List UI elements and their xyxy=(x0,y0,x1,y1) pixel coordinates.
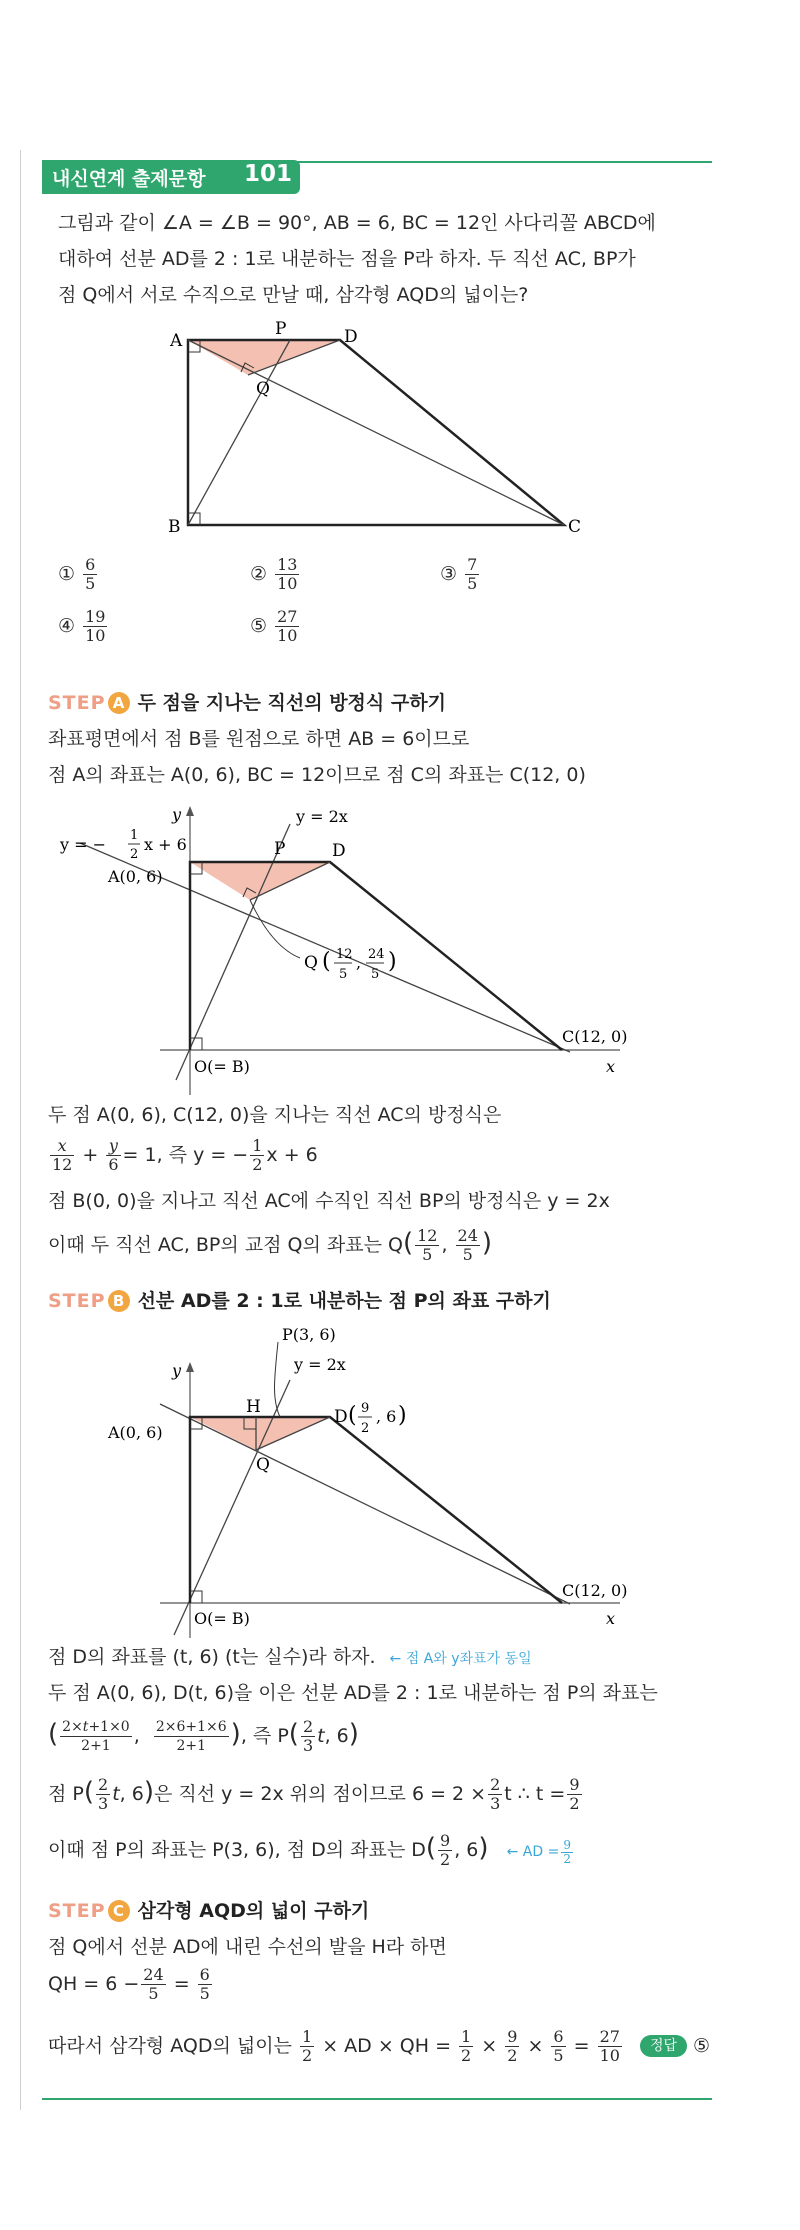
label-D: D xyxy=(344,327,358,347)
step-b-prefix: STEP xyxy=(48,1290,106,1312)
eq-AC-num: 1 xyxy=(130,828,139,843)
pointer-Q xyxy=(250,900,300,958)
label-Q: Q xyxy=(304,953,318,973)
q-x-den: 5 xyxy=(339,967,348,982)
problem-line-2: 대하여 선분 AD를 2 : 1로 내분하는 점을 P라 하자. 두 직선 AC, BP가 xyxy=(58,248,636,270)
bottom-rule xyxy=(42,2098,712,2100)
label-H: H xyxy=(246,1397,261,1417)
choice-5-mark: ⑤ xyxy=(250,615,268,637)
eq-AC-rest: x + 6 xyxy=(144,835,187,854)
step-b-line-1: 점 D의 좌표를 (t, 6) (t는 실수)라 하자. ← 점 A와 y좌표가 동일 xyxy=(48,1646,532,1668)
d-x-den: 2 xyxy=(361,1421,370,1436)
header-label: 내신연계 출제문항 xyxy=(52,168,206,190)
margin-rule xyxy=(20,150,21,2110)
label-C: C(12, 0) xyxy=(562,1581,628,1600)
eq-AC-den: 2 xyxy=(130,847,139,862)
step-a-line-3: 두 점 A(0, 6), C(12, 0)을 지나는 직선 AC의 방정식은 xyxy=(48,1104,502,1126)
eq-BP: y = 2x xyxy=(294,1355,346,1374)
label-D: D xyxy=(332,841,346,861)
note-same-y: ← 점 A와 y좌표가 동일 xyxy=(389,1651,532,1667)
label-O: O(= B) xyxy=(194,1609,250,1628)
label-A: A xyxy=(170,331,183,351)
step-b-heading xyxy=(48,1286,551,1313)
label-Q: Q xyxy=(256,379,270,399)
q-y-num: 24 xyxy=(368,947,385,962)
step-a-line-2: 점 A의 좌표는 A(0, 6), BC = 12이므로 점 C의 좌표는 C(12, 0) xyxy=(48,764,586,786)
problem-line-3: 점 Q에서 서로 수직으로 만날 때, 삼각형 AQD의 넓이는? xyxy=(58,284,529,306)
choice-2-value: $\frac{13}{10}$ xyxy=(277,555,298,593)
step-b-line-5: 이때 점 P의 좌표는 P(3, 6), 점 D의 좌표는 D( $\frac{9}{2}$ , 6) ← AD = $\frac{9}{2}$ xyxy=(48,1826,575,1870)
label-B: B xyxy=(168,517,181,537)
step-b-line-4: 점 P( $\frac{2}{3}$ t, 6)은 직선 y = 2x 위의 점이므로 6 = 2 × $\frac{2}{3}$ t ∴ t = $\frac{9}{2}$ xyxy=(48,1775,580,1813)
choice-3-mark: ③ xyxy=(440,563,458,585)
step-c-line-3: 따라서 삼각형 AQD의 넓이는 $\frac{1}{2}$ × AD × QH = $\frac{1}{2}$ × $\frac{9}{2}$ × $\frac{6}{5}$ = $\frac{27}{10}$ 정답 ⑤ xyxy=(48,2027,711,2065)
label-P: P xyxy=(275,319,287,339)
q-paren-open: ( xyxy=(322,949,331,974)
step-b-title: 선분 AD를 2 : 1로 내분하는 점 P의 좌표 구하기 xyxy=(137,1290,551,1312)
choice-3-value: $\frac{7}{5}$ xyxy=(467,555,478,593)
step-a-line-1: 좌표평면에서 점 B를 원점으로 하면 AB = 6이므로 xyxy=(48,728,470,750)
choice-5-value: $\frac{27}{10}$ xyxy=(277,607,298,645)
choice-2-mark: ② xyxy=(250,563,268,585)
answer-badge: 정답 xyxy=(640,2035,687,2057)
q-comma: , xyxy=(356,953,362,972)
step-c-title: 삼각형 AQD의 넓이 구하기 xyxy=(137,1900,370,1922)
step-c-line-2: QH = 6 − $\frac{24}{5}$ = $\frac{6}{5}$ xyxy=(48,1965,210,2003)
choice-5[interactable] xyxy=(250,608,301,645)
q-paren-close: ) xyxy=(388,949,397,974)
y-axis-arrow xyxy=(186,1362,194,1372)
step-c-line-1: 점 Q에서 선분 AD에 내린 수선의 발을 H라 하면 xyxy=(48,1936,447,1958)
label-A: A(0, 6) xyxy=(108,1423,163,1442)
step-c-prefix: STEP xyxy=(48,1900,106,1922)
y-axis-label: y xyxy=(172,1361,182,1380)
step-a-title: 두 점을 지나는 직선의 방정식 구하기 xyxy=(137,692,446,714)
step-b-line-3: ( $\frac{2\times t+1\times 0}{2+1}$ , $\frac{2\times 6+1\times 6}{2+1}$ ), 즉 P( $\frac{2}{3}$ t, 6) xyxy=(48,1717,359,1755)
step-a-line-5: 점 B(0, 0)을 지나고 직선 AC에 수직인 직선 BP의 방정식은 y = 2x xyxy=(48,1190,610,1212)
line-AC xyxy=(188,340,564,525)
label-D: D xyxy=(334,1407,348,1427)
d-y: , 6 xyxy=(376,1407,397,1426)
choice-4[interactable] xyxy=(58,608,109,645)
step-a-prefix: STEP xyxy=(48,692,106,714)
figure-coordinate-1 xyxy=(50,800,650,1100)
triangle-AQD-shade xyxy=(190,862,330,900)
step-c-heading xyxy=(48,1896,369,1923)
eq-AC: y = − xyxy=(60,835,107,854)
choice-1-mark: ① xyxy=(58,563,76,585)
q-x-num: 12 xyxy=(336,947,353,962)
label-O: O(= B) xyxy=(194,1057,250,1076)
d-paren-open: ( xyxy=(348,1403,357,1428)
step-a-line-6: 이때 두 직선 AC, BP의 교점 Q의 좌표는 Q( $\frac{12}{5}$ , $\frac{24}{5}$ ) xyxy=(48,1226,493,1264)
x-axis-label: x xyxy=(606,1057,616,1076)
header-rule xyxy=(42,161,712,163)
d-x-num: 9 xyxy=(361,1401,370,1416)
step-a-line-4: $\frac{x}{12}$ + $\frac{y}{6}$ = 1, 즉 y = − $\frac{1}{2}$ x + 6 xyxy=(52,1136,318,1174)
eq-BP: y = 2x xyxy=(296,807,348,826)
pointer-P xyxy=(275,1342,281,1417)
triangle-AQD-shade xyxy=(188,340,340,375)
figure-trapezoid xyxy=(160,310,600,540)
choice-4-mark: ④ xyxy=(58,615,76,637)
choice-3[interactable] xyxy=(440,556,481,593)
y-axis-label: y xyxy=(172,805,182,824)
x-axis-label: x xyxy=(606,1609,616,1628)
step-b-letter: B xyxy=(108,1290,130,1312)
choice-1-value: $\frac{6}{5}$ xyxy=(85,555,96,593)
figure-coordinate-2 xyxy=(50,1320,650,1640)
y-axis-arrow xyxy=(186,806,194,816)
label-Q: Q xyxy=(256,1455,270,1475)
step-a-letter: A xyxy=(108,692,130,714)
label-P: P xyxy=(274,839,286,859)
step-c-letter: C xyxy=(108,1900,130,1922)
step-a-heading xyxy=(48,688,446,715)
note-AD: ← AD = $\frac{9}{2}$ xyxy=(506,1837,571,1866)
answer-choice: ⑤ xyxy=(693,2035,711,2057)
label-A: A(0, 6) xyxy=(108,867,163,886)
choice-1[interactable] xyxy=(58,556,99,593)
problem-line-1: 그림과 같이 ∠A = ∠B = 90°, AB = 6, BC = 12인 사다리꼴 ABCD에 xyxy=(58,212,656,234)
choice-4-value: $\frac{19}{10}$ xyxy=(85,607,106,645)
problem-number: 101 xyxy=(244,161,293,187)
q-y-den: 5 xyxy=(371,967,380,982)
step-b-line-2: 두 점 A(0, 6), D(t, 6)을 이은 선분 AD를 2 : 1로 내분하는 점 P의 좌표는 xyxy=(48,1682,658,1704)
label-P: P(3, 6) xyxy=(282,1325,336,1344)
choice-2[interactable] xyxy=(250,556,301,593)
label-C: C xyxy=(568,517,582,537)
label-C: C(12, 0) xyxy=(562,1027,628,1046)
d-paren-close: ) xyxy=(398,1403,407,1428)
